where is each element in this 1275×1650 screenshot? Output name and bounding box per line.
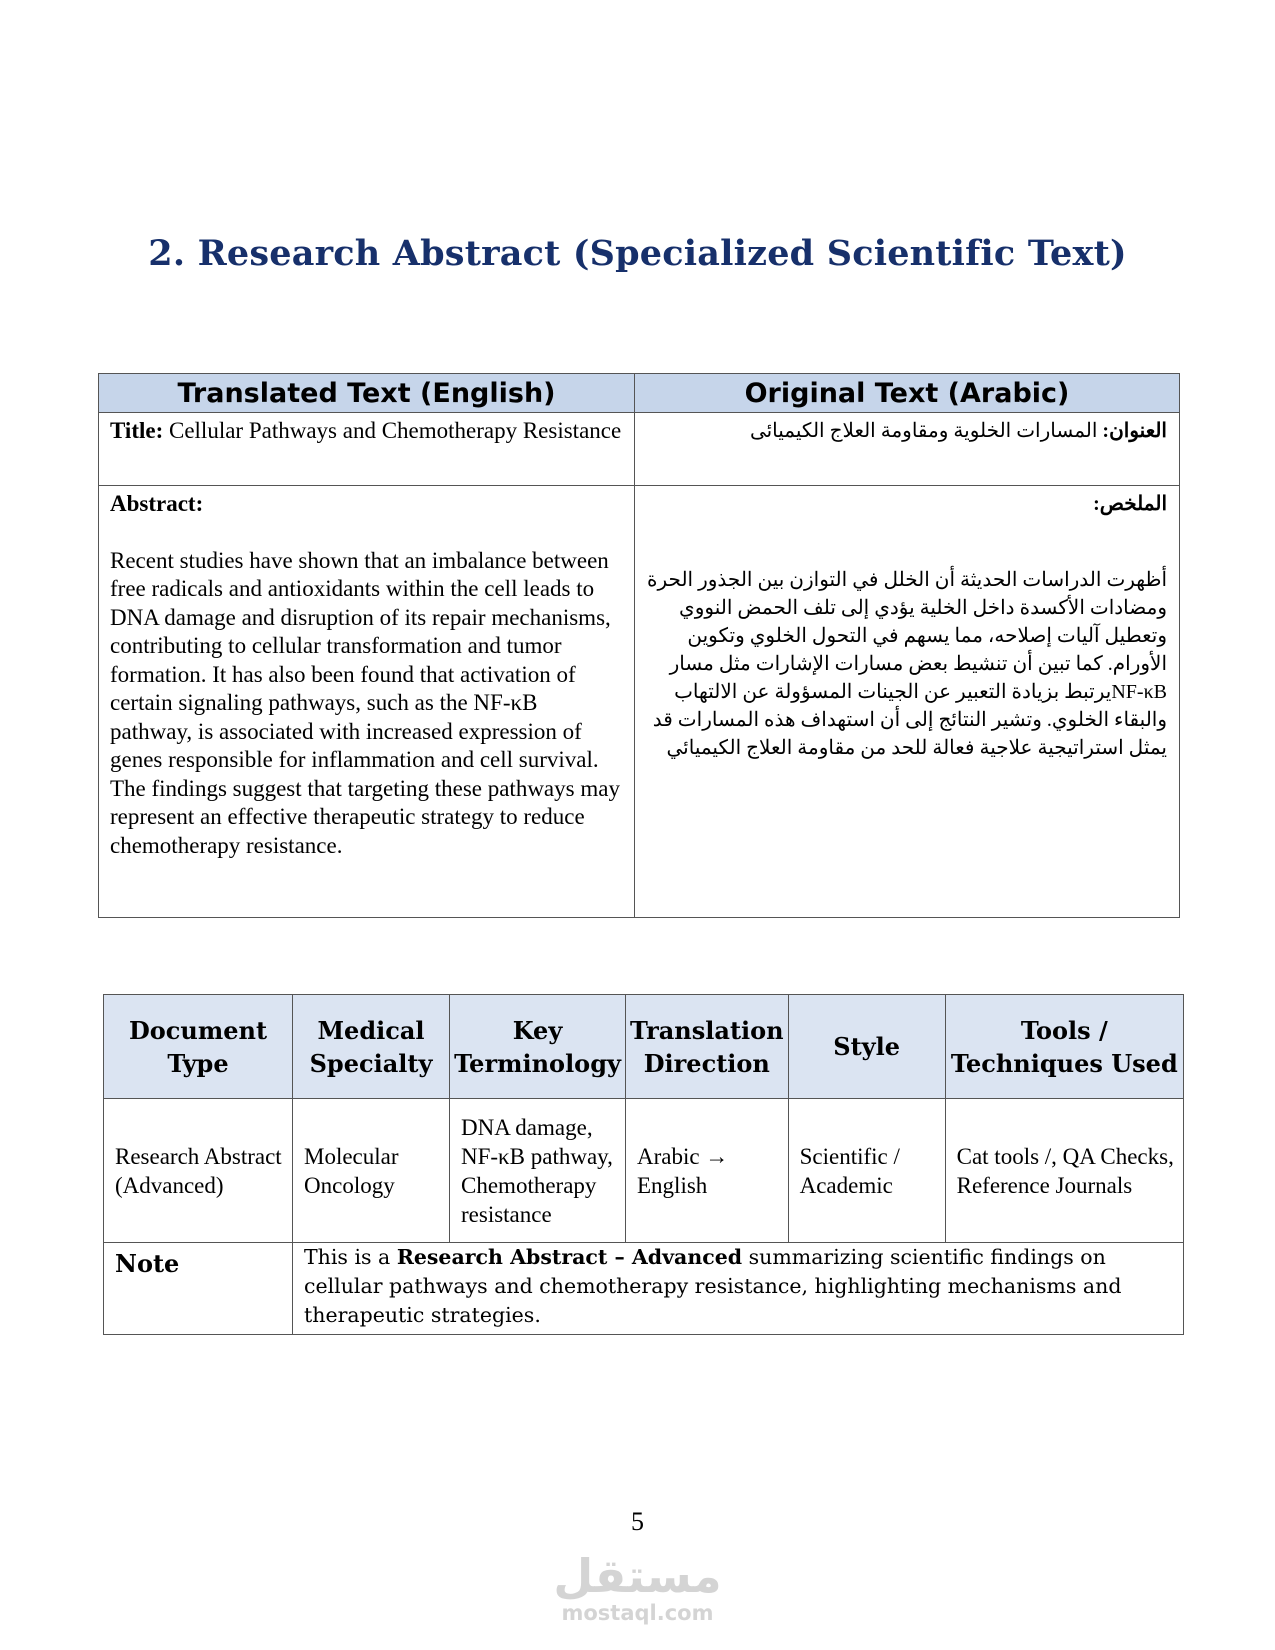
watermark-logo: مستقل [553,1549,722,1603]
cell-tools-techniques: Cat tools /, QA Checks, Reference Journals [945,1099,1183,1243]
info-table-header [104,995,1184,1099]
header-document-type: Document Type [104,995,293,1099]
note-text [293,1243,1184,1335]
cell-translation-direction: Arabic → English [626,1099,789,1243]
translation-table [98,373,1180,918]
english-abstract-label: Abstract: [110,491,204,516]
page-number: 5 [631,1507,644,1536]
english-title-cell [99,413,635,486]
header-arabic: Original Text (Arabic) [635,374,1180,413]
english-title-label: Title: [110,418,164,443]
note-prefix: This is a [304,1245,397,1269]
arabic-title-cell [635,413,1180,486]
arabic-title-text: المسارات الخلوية ومقاومة العلاج الكيميائى [749,420,1103,442]
cell-style: Scientific / Academic [788,1099,945,1243]
abstract-row [99,486,1180,918]
english-abstract-text: Recent studies have shown that an imbalance between free radicals and antioxidants within the cell leads to DNA damage and disruption of its repair mechanisms, contributing to cellular transformation and tumor formation. It has also been found that activation of certain signaling pathways, such as the NF-κB pathway, is associated with increased expression of genes responsible for inflammation and cell survival. The findings suggest that targeting these pathways may represent an effective therapeutic strategy to reduce chemotherapy resistance. [110,547,620,858]
arabic-abstract-text: أظهرت الدراسات الحديثة أن الخلل في التوازن بين الجذور الحرة ومضادات الأكسدة داخل الخلية يؤدي إلى تلف الحمض النووي وتعطيل آليات إصلاحه، مما يسهم في التحول الخلوي وتكوين الأورام. كما تبين أن تنشيط بعض مسارات الإشارات مثل مسار NF-κBيرتبط بزيادة التعبير عن الجينات المسؤولة عن الالتهاب والبقاء الخلوي. وتشير النتائج إلى أن استهداف هذه المسارات قد يمثل استراتيجية علاجية فعالة للحد من مقاومة العلاج الكيميائي [647,569,1167,759]
header-tools-techniques: Tools / Techniques Used [945,995,1183,1099]
page-title: 2. Research Abstract (Specialized Scientific Text) [148,233,1127,275]
english-title-text: Cellular Pathways and Chemotherapy Resistance [163,418,622,443]
arabic-abstract-label: الملخص: [1093,493,1167,515]
cell-medical-specialty: Molecular Oncology [293,1099,450,1243]
arabic-abstract-cell [635,486,1180,918]
mostaql-watermark [0,1550,1275,1624]
info-table-row [104,1099,1184,1243]
translation-table-header [99,374,1180,413]
note-row [104,1243,1184,1335]
title-row [99,413,1180,486]
english-abstract-cell [99,486,635,918]
header-key-terminology: Key Terminology [450,995,626,1099]
header-english: Translated Text (English) [99,374,635,413]
note-label: Note [104,1243,293,1335]
watermark-url: mostaql.com [561,1601,714,1625]
note-bold: Research Abstract – Advanced [396,1245,743,1269]
cell-document-type: Research Abstract (Advanced) [104,1099,293,1243]
document-info-table [103,994,1184,1335]
cell-key-terminology: DNA damage, NF-κB pathway, Chemotherapy resistance [450,1099,626,1243]
header-style: Style [788,995,945,1099]
header-translation-direction: Translation Direction [626,995,789,1099]
arabic-title-label: العنوان: [1102,420,1167,442]
note-suffix: summarizing scientific findings on cellular pathways and chemotherapy resistance, highlighting mechanisms and therapeutic strategies. [304,1245,1122,1327]
header-medical-specialty: Medical Specialty [293,995,450,1099]
